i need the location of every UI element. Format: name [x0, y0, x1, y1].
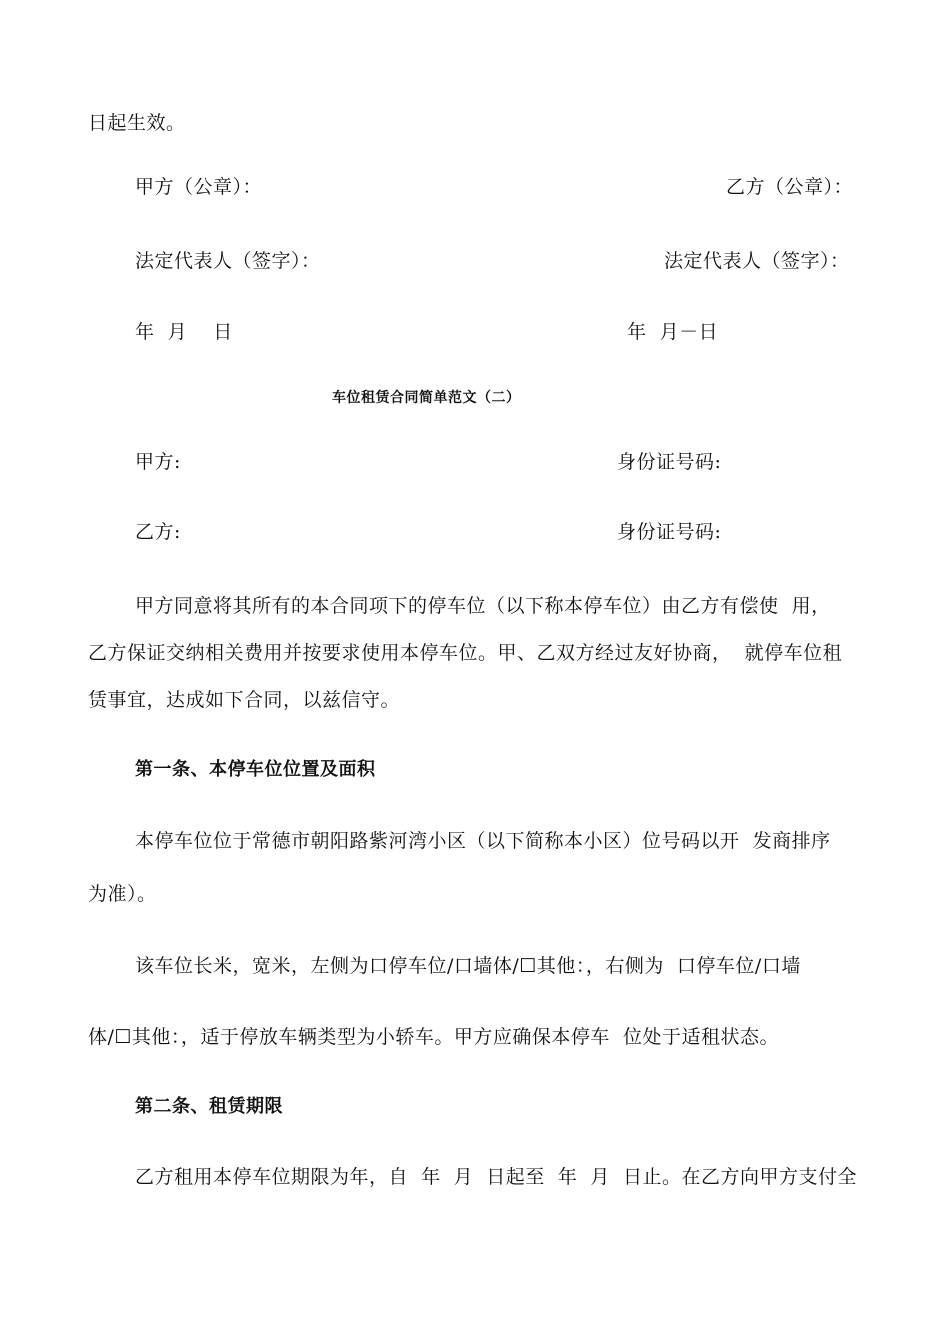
preamble-line: 甲方同意将其所有的本合同项下的停车位（以下称本停车位）由乙方有偿使 用，	[135, 595, 831, 617]
party-b-id-label: 身份证号码:	[617, 521, 722, 543]
article-1-paragraph-line: 为准）。	[88, 883, 157, 905]
party-b-date: 年 月－日	[627, 321, 719, 343]
party-a-label: 甲方:	[135, 451, 181, 473]
intro-tail: 日起生效。	[88, 112, 186, 134]
party-a-seal-label: 甲方（公章）：	[135, 176, 263, 198]
party-a-rep-label: 法定代表人（签字）：	[135, 250, 321, 272]
article-1-paragraph-line: 该车位长米，宽米，左侧为口停车位/口墙体/☐其他：，右侧为 口停车位/口墙	[135, 955, 801, 977]
party-a-date: 年 月 日	[135, 321, 233, 343]
party-b-seal-label: 乙方（公章）：	[726, 176, 854, 198]
party-a-id-label: 身份证号码:	[617, 451, 722, 473]
article-1-paragraph-line: 体/☐其他：，适于停放车辆类型为小轿车。甲方应确保本停车 位处于适租状态。	[88, 1026, 780, 1048]
party-b-label: 乙方:	[135, 521, 181, 543]
article-2-heading: 第二条、租赁期限	[135, 1096, 283, 1117]
party-b-rep-label: 法定代表人（签字）：	[664, 250, 850, 272]
article-1-paragraph-line: 本停车位位于常德市朝阳路紫河湾小区（以下简称本小区）位号码以开 发商排序	[135, 830, 831, 852]
document-title: 车位租赁合同简单范文（二）	[332, 390, 521, 406]
article-1-heading: 第一条、本停车位位置及面积	[135, 759, 376, 780]
preamble-line: 赁事宜，达成如下合同，以兹信守。	[88, 689, 401, 711]
article-2-paragraph-line: 乙方租用本停车位期限为年，自 年 月 日起至 年 月 日止。在乙方向甲方支付全	[135, 1166, 857, 1188]
preamble-line: 乙方保证交纳相关费用并按要求使用本停车位。甲、乙双方经过友好协商， 就停车位租	[88, 642, 843, 664]
